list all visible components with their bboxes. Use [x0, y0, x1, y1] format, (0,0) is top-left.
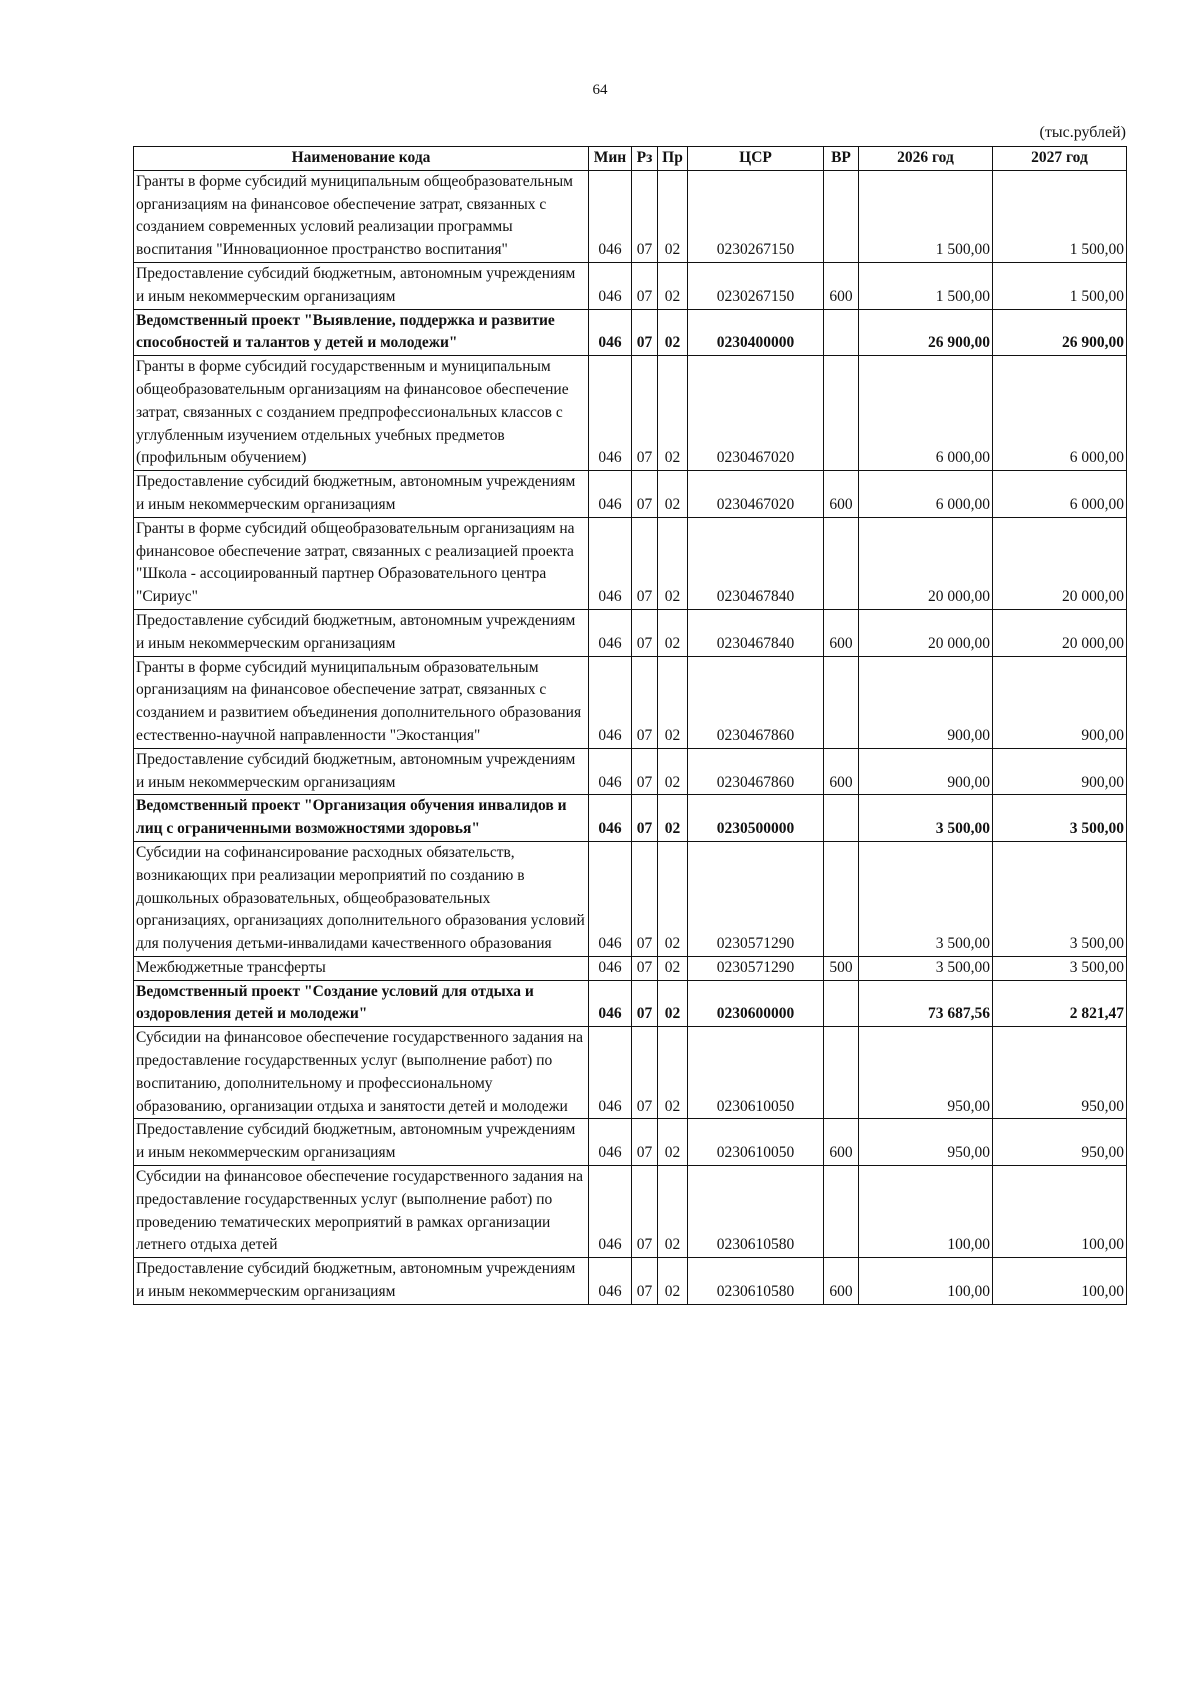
cell-2026: 6 000,00 — [859, 471, 993, 518]
cell-csr: 0230467840 — [688, 609, 824, 656]
table-row — [134, 262, 1127, 309]
table-row — [134, 1027, 1127, 1119]
cell-rz: 07 — [632, 1027, 658, 1119]
cell-2026: 20 000,00 — [859, 609, 993, 656]
cell-rz: 07 — [632, 1258, 658, 1305]
cell-min: 046 — [589, 609, 632, 656]
budget-table — [133, 146, 1127, 1305]
cell-2027: 1 500,00 — [993, 170, 1127, 262]
cell-pr: 02 — [658, 980, 688, 1027]
cell-name: Предоставление субсидий бюджетным, автономным учреждениям и иным некоммерческим организациям — [134, 1258, 589, 1305]
cell-pr: 02 — [658, 956, 688, 980]
cell-min: 046 — [589, 1166, 632, 1258]
cell-2026: 6 000,00 — [859, 356, 993, 471]
cell-2027: 950,00 — [993, 1119, 1127, 1166]
cell-csr: 0230467020 — [688, 471, 824, 518]
cell-2026: 3 500,00 — [859, 841, 993, 956]
table-row — [134, 1119, 1127, 1166]
cell-csr: 0230400000 — [688, 309, 824, 356]
cell-name: Межбюджетные трансферты — [134, 956, 589, 980]
table-body — [134, 170, 1127, 1304]
cell-vr — [824, 517, 859, 609]
cell-2027: 6 000,00 — [993, 471, 1127, 518]
cell-vr — [824, 309, 859, 356]
header-min: Мин — [589, 147, 632, 171]
cell-rz: 07 — [632, 841, 658, 956]
cell-vr — [824, 795, 859, 842]
cell-pr: 02 — [658, 1119, 688, 1166]
cell-name: Субсидии на софинансирование расходных обязательств, возникающих при реализации мероприятий по созданию в дошкольных образовательных, общеобразовательных организациях, организациях дополнительного образования условий для получения детьми-инвалидами качественного образования — [134, 841, 589, 956]
table-row — [134, 980, 1127, 1027]
cell-2027: 6 000,00 — [993, 356, 1127, 471]
cell-vr: 600 — [824, 471, 859, 518]
cell-2027: 26 900,00 — [993, 309, 1127, 356]
cell-min: 046 — [589, 517, 632, 609]
cell-2027: 900,00 — [993, 748, 1127, 795]
cell-2027: 900,00 — [993, 656, 1127, 748]
cell-csr: 0230467020 — [688, 356, 824, 471]
cell-rz: 07 — [632, 356, 658, 471]
cell-2027: 3 500,00 — [993, 841, 1127, 956]
cell-2027: 1 500,00 — [993, 262, 1127, 309]
header-csr: ЦСР — [688, 147, 824, 171]
cell-min: 046 — [589, 1027, 632, 1119]
units-note: (тыс.рублей) — [1039, 124, 1126, 141]
cell-name: Предоставление субсидий бюджетным, автономным учреждениям и иным некоммерческим организациям — [134, 262, 589, 309]
cell-rz: 07 — [632, 1119, 658, 1166]
table-row — [134, 517, 1127, 609]
cell-2026: 1 500,00 — [859, 170, 993, 262]
cell-csr: 0230267150 — [688, 170, 824, 262]
cell-2026: 100,00 — [859, 1258, 993, 1305]
cell-csr: 0230467860 — [688, 656, 824, 748]
cell-pr: 02 — [658, 262, 688, 309]
cell-csr: 0230610580 — [688, 1166, 824, 1258]
table-row — [134, 956, 1127, 980]
cell-2026: 73 687,56 — [859, 980, 993, 1027]
cell-name: Предоставление субсидий бюджетным, автономным учреждениям и иным некоммерческим организациям — [134, 748, 589, 795]
cell-2027: 950,00 — [993, 1027, 1127, 1119]
cell-vr: 600 — [824, 1258, 859, 1305]
cell-2027: 100,00 — [993, 1166, 1127, 1258]
cell-rz: 07 — [632, 471, 658, 518]
cell-vr — [824, 1166, 859, 1258]
cell-name: Субсидии на финансовое обеспечение государственного задания на предоставление государственных услуг (выполнение работ) по проведению тематических мероприятий в рамках организации летнего отдыха детей — [134, 1166, 589, 1258]
cell-rz: 07 — [632, 517, 658, 609]
cell-2026: 900,00 — [859, 748, 993, 795]
cell-pr: 02 — [658, 748, 688, 795]
cell-rz: 07 — [632, 1166, 658, 1258]
cell-rz: 07 — [632, 795, 658, 842]
cell-min: 046 — [589, 748, 632, 795]
header-2027: 2027 год — [993, 147, 1127, 171]
table-row — [134, 795, 1127, 842]
cell-min: 046 — [589, 841, 632, 956]
cell-2026: 3 500,00 — [859, 956, 993, 980]
cell-name: Субсидии на финансовое обеспечение государственного задания на предоставление государственных услуг (выполнение работ) по воспитанию, дополнительному и профессиональному образованию, организации отдыха и занятости детей и молодежи — [134, 1027, 589, 1119]
cell-min: 046 — [589, 980, 632, 1027]
cell-pr: 02 — [658, 471, 688, 518]
cell-csr: 0230500000 — [688, 795, 824, 842]
table-row — [134, 841, 1127, 956]
cell-pr: 02 — [658, 841, 688, 956]
cell-min: 046 — [589, 309, 632, 356]
cell-min: 046 — [589, 1258, 632, 1305]
cell-rz: 07 — [632, 980, 658, 1027]
cell-vr: 600 — [824, 748, 859, 795]
cell-csr: 0230571290 — [688, 841, 824, 956]
table-row — [134, 309, 1127, 356]
cell-rz: 07 — [632, 262, 658, 309]
table-row — [134, 1258, 1127, 1305]
cell-csr: 0230467860 — [688, 748, 824, 795]
cell-name: Гранты в форме субсидий муниципальным общеобразовательным организациям на финансовое обеспечение затрат, связанных с созданием современных условий реализации программы воспитания "Инновационное пространство воспитания" — [134, 170, 589, 262]
table-header-row — [134, 147, 1127, 171]
cell-name: Ведомственный проект "Создание условий для отдыха и оздоровления детей и молодежи" — [134, 980, 589, 1027]
cell-name: Предоставление субсидий бюджетным, автономным учреждениям и иным некоммерческим организациям — [134, 609, 589, 656]
cell-min: 046 — [589, 262, 632, 309]
cell-vr — [824, 841, 859, 956]
cell-pr: 02 — [658, 356, 688, 471]
cell-2026: 20 000,00 — [859, 517, 993, 609]
cell-pr: 02 — [658, 795, 688, 842]
cell-min: 046 — [589, 656, 632, 748]
cell-vr: 500 — [824, 956, 859, 980]
cell-2026: 950,00 — [859, 1119, 993, 1166]
cell-vr — [824, 656, 859, 748]
cell-csr: 0230610580 — [688, 1258, 824, 1305]
cell-rz: 07 — [632, 956, 658, 980]
cell-2026: 950,00 — [859, 1027, 993, 1119]
cell-min: 046 — [589, 956, 632, 980]
cell-name: Гранты в форме субсидий государственным и муниципальным общеобразовательным организациям на финансовое обеспечение затрат, связанных с созданием предпрофессиональных классов с углубленным изучением отдельных учебных предметов (профильным обучением) — [134, 356, 589, 471]
header-rz: Рз — [632, 147, 658, 171]
cell-min: 046 — [589, 356, 632, 471]
cell-rz: 07 — [632, 656, 658, 748]
cell-2027: 3 500,00 — [993, 956, 1127, 980]
cell-pr: 02 — [658, 517, 688, 609]
cell-vr: 600 — [824, 609, 859, 656]
cell-2026: 900,00 — [859, 656, 993, 748]
table-row — [134, 170, 1127, 262]
cell-vr — [824, 1027, 859, 1119]
cell-name: Предоставление субсидий бюджетным, автономным учреждениям и иным некоммерческим организациям — [134, 1119, 589, 1166]
cell-2027: 20 000,00 — [993, 517, 1127, 609]
table-row — [134, 609, 1127, 656]
cell-2026: 3 500,00 — [859, 795, 993, 842]
cell-min: 046 — [589, 471, 632, 518]
cell-rz: 07 — [632, 748, 658, 795]
table-row — [134, 1166, 1127, 1258]
cell-pr: 02 — [658, 1166, 688, 1258]
cell-2027: 20 000,00 — [993, 609, 1127, 656]
cell-csr: 0230610050 — [688, 1027, 824, 1119]
cell-pr: 02 — [658, 1258, 688, 1305]
table-row — [134, 748, 1127, 795]
cell-csr: 0230467840 — [688, 517, 824, 609]
cell-2026: 1 500,00 — [859, 262, 993, 309]
cell-csr: 0230267150 — [688, 262, 824, 309]
header-name: Наименование кода — [134, 147, 589, 171]
cell-rz: 07 — [632, 170, 658, 262]
cell-pr: 02 — [658, 1027, 688, 1119]
cell-vr — [824, 356, 859, 471]
cell-min: 046 — [589, 170, 632, 262]
page-number: 64 — [592, 82, 608, 98]
cell-name: Ведомственный проект "Организация обучения инвалидов и лиц с ограниченными возможностями здоровья" — [134, 795, 589, 842]
cell-min: 046 — [589, 1119, 632, 1166]
table-row — [134, 656, 1127, 748]
cell-csr: 0230571290 — [688, 956, 824, 980]
cell-vr — [824, 980, 859, 1027]
cell-csr: 0230600000 — [688, 980, 824, 1027]
cell-2027: 3 500,00 — [993, 795, 1127, 842]
cell-name: Ведомственный проект "Выявление, поддержка и развитие способностей и талантов у детей и молодежи" — [134, 309, 589, 356]
header-vr: ВР — [824, 147, 859, 171]
cell-name: Предоставление субсидий бюджетным, автономным учреждениям и иным некоммерческим организациям — [134, 471, 589, 518]
cell-name: Гранты в форме субсидий муниципальным образовательным организациям на финансовое обеспечение затрат, связанных с созданием и развитием объединения дополнительного образования естественно-научной направленности "Экостанция" — [134, 656, 589, 748]
cell-pr: 02 — [658, 309, 688, 356]
cell-vr — [824, 170, 859, 262]
header-2026: 2026 год — [859, 147, 993, 171]
header-pr: Пр — [658, 147, 688, 171]
cell-csr: 0230610050 — [688, 1119, 824, 1166]
cell-pr: 02 — [658, 656, 688, 748]
cell-2026: 26 900,00 — [859, 309, 993, 356]
cell-2027: 100,00 — [993, 1258, 1127, 1305]
table-row — [134, 356, 1127, 471]
table-row — [134, 471, 1127, 518]
cell-name: Гранты в форме субсидий общеобразовательным организациям на финансовое обеспечение затрат, связанных с реализацией проекта "Школа - ассоциированный партнер Образовательного центра "Сириус" — [134, 517, 589, 609]
cell-pr: 02 — [658, 609, 688, 656]
cell-2026: 100,00 — [859, 1166, 993, 1258]
cell-vr: 600 — [824, 262, 859, 309]
cell-rz: 07 — [632, 609, 658, 656]
cell-pr: 02 — [658, 170, 688, 262]
cell-min: 046 — [589, 795, 632, 842]
cell-rz: 07 — [632, 309, 658, 356]
cell-vr: 600 — [824, 1119, 859, 1166]
cell-2027: 2 821,47 — [993, 980, 1127, 1027]
